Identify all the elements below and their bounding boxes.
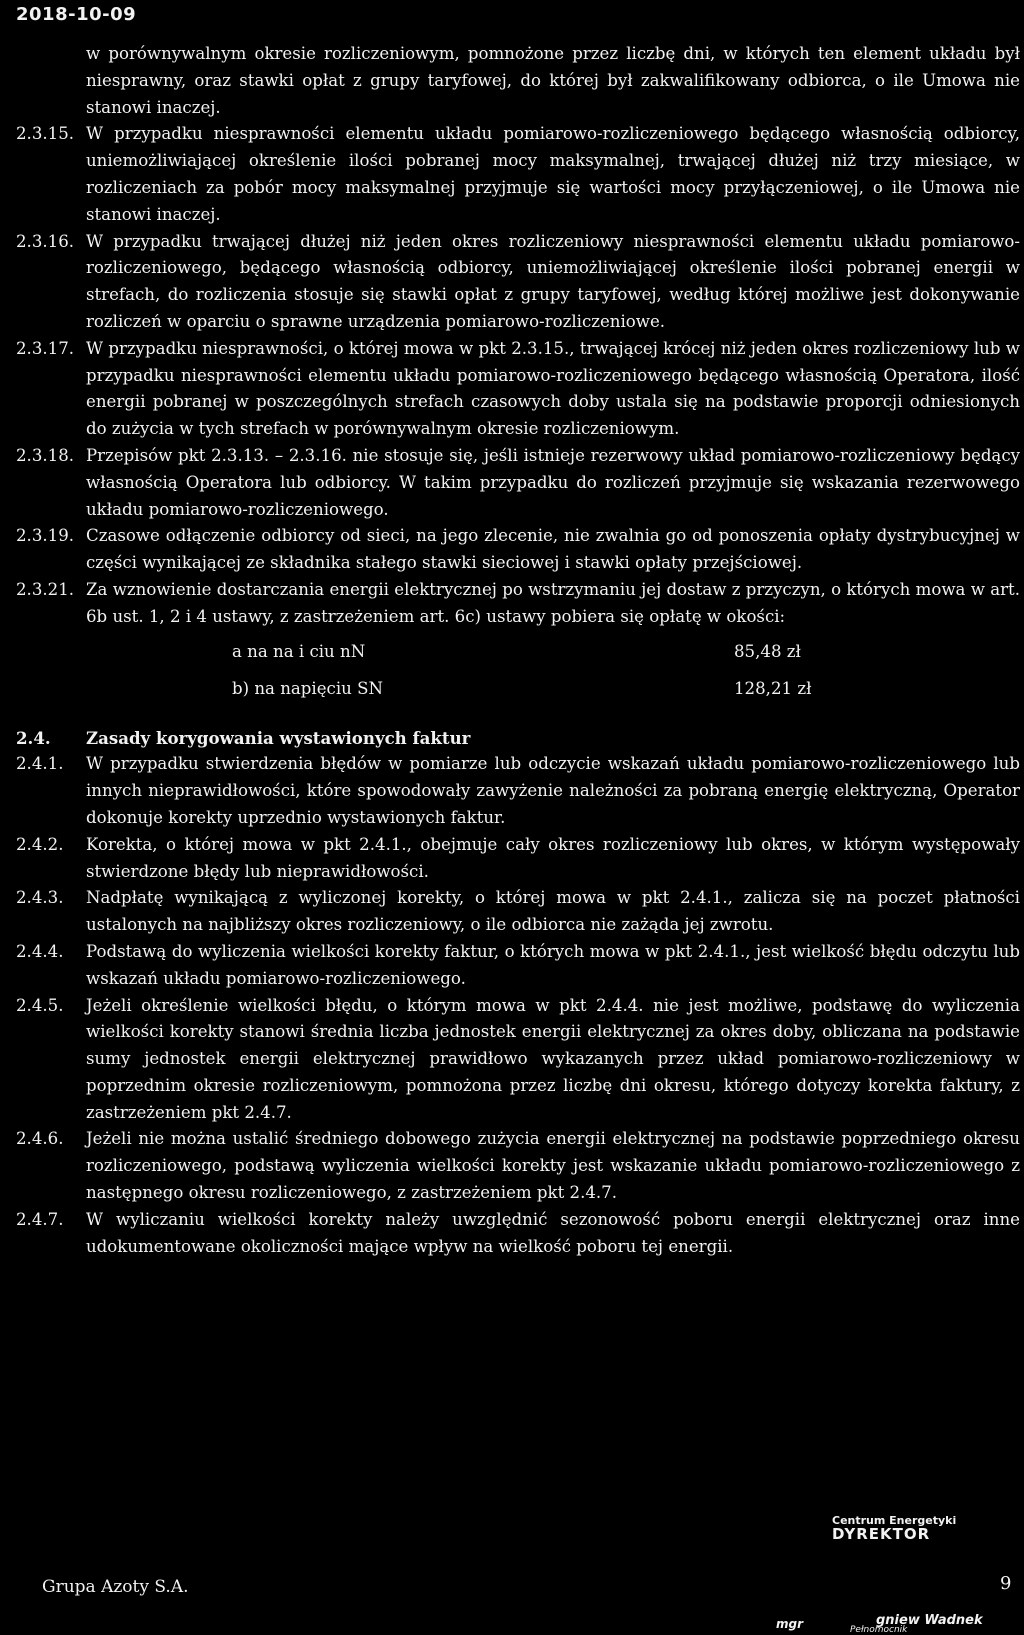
signature-prefix: mgr	[776, 1617, 804, 1631]
section-2-3-items	[0, 121, 1024, 630]
footer-company: Grupa Azoty S.A.	[42, 1577, 189, 1597]
section-2-4-items	[0, 751, 1024, 1260]
item-text: W wyliczaniu wielkości korekty należy uwzględnić sezonowość poboru energii elektrycznej oraz inne udokumentowane okoliczności mające wpływ na wielkość poboru tej energii.	[86, 1209, 1020, 1256]
item-text: W przypadku stwierdzenia błędów w pomiarze lub odczycie wskazań układu pomiarowo-rozliczeniowego lub innych nieprawidłowości, które spowodowały zawyżenie należności za pobraną energię elektryczną, Operator dokonuje korekty uprzednio wystawionych faktur.	[86, 754, 1020, 827]
item-text: W przypadku trwającej dłużej niż jeden okres rozliczeniowy niesprawności elementu układu pomiarowo-rozliczeniowego, będącego własnością odbiorcy, uniemożliwiającej określenie ilości pobranej energii w strefach, do rozliczenia stosuje się stawki opłat z grupy taryfowej, według której możliwe jest dokonywanie rozliczeń w oparciu o sprawne urządzenia pomiarowo-rozliczeniowe.	[86, 231, 1020, 331]
item-number: 2.3.18.	[16, 445, 75, 465]
list-item	[0, 1126, 1024, 1206]
item-number: 2.4.5.	[16, 995, 64, 1015]
item-text: Za wznowienie dostarczania energii elektrycznej po wstrzymaniu jej dostaw z przyczyn, o których mowa w art. 6b ust. 1, 2 i 4 ustawy, z zastrzeżeniem art. 6c) ustawy pobiera się opłatę w okości:	[86, 579, 1020, 626]
list-item	[0, 121, 1024, 228]
item-text: Korekta, o której mowa w pkt 2.4.1., obejmuje cały okres rozliczeniowy lub okres, w którym występowały stwierdzone błędy lub nieprawidłowości.	[86, 834, 1020, 881]
intro-paragraph: w porównywalnym okresie rozliczeniowym, pomnożone przez liczbę dni, w których ten element układu był niesprawny, oraz stawki opłat z grupy taryfowej, do której był zakwalifikowany odbiorca, o ile Umowa nie stanowi inaczej.	[86, 44, 1020, 117]
item-text: Podstawą do wyliczenia wielkości korekty faktur, o których mowa w pkt 2.4.1., jest wielkość błędu odczytu lub wskazań układu pomiarowo-rozliczeniowego.	[86, 941, 1020, 988]
list-item	[0, 885, 1024, 939]
item-number: 2.4.3.	[16, 888, 64, 908]
section-number: 2.4.	[16, 727, 51, 748]
page-number: 9	[1000, 1573, 1012, 1594]
signature-name: gniew Wadnek	[876, 1613, 983, 1628]
item-number: 2.4.4.	[16, 941, 64, 961]
stamp-organization: Centrum Energetyki	[832, 1514, 957, 1527]
item-text: Jeżeli określenie wielkości błędu, o którym mowa w pkt 2.4.4. nie jest możliwe, podstawę do wyliczenia wielkości korekty stanowi średnia liczba jednostek energii elektrycznej za okres doby, obliczana na podstawie sumy jednostek energii elektrycznej prawidłowo wykazanych przez układ pomiarowo-rozliczeniowy w poprzednim okresie rozliczeniowym, pomnożona przez liczbę dni okresu, którego dotyczy korekta faktury, z zastrzeżeniem pkt 2.4.7.	[86, 995, 1020, 1122]
item-number: 2.4.7.	[16, 1209, 64, 1229]
item-text: Jeżeli nie można ustalić średniego dobowego zużycia energii elektrycznej na podstawie poprzedniego okresu rozliczeniowego, podstawą wyliczenia wielkości korekty jest wskazanie układu pomiarowo-rozliczeniowego z następnego okresu rozliczeniowego, z zastrzeżeniem pkt 2.4.7.	[86, 1129, 1020, 1203]
fee-row	[0, 631, 1024, 668]
list-item	[0, 993, 1024, 1127]
list-item	[0, 523, 1024, 577]
item-text: Czasowe odłączenie odbiorcy od sieci, na jego zlecenie, nie zwalnia go od ponoszenia opłaty dystrybucyjnej w części wynikającej ze składnika stałego stawki sieciowej i stawki opłaty przejściowej.	[86, 526, 1020, 573]
list-item	[0, 832, 1024, 886]
item-number: 2.3.19.	[16, 526, 75, 546]
item-number: 2.4.1.	[16, 754, 64, 774]
section-title: Zasady korygowania wystawionych faktur	[86, 727, 471, 748]
signature-role: Pełnomocnik	[850, 1625, 908, 1635]
document-date: 2018-10-09	[16, 4, 137, 25]
item-number: 2.3.16.	[16, 231, 75, 251]
list-item	[0, 443, 1024, 523]
fee-label: a na na i ciu nN	[232, 641, 366, 661]
item-number: 2.4.6.	[16, 1129, 64, 1149]
fee-row	[0, 668, 1024, 705]
fee-value: 128,21 zł	[734, 678, 812, 698]
fee-value: 85,48 zł	[734, 641, 801, 661]
list-item	[0, 229, 1024, 336]
item-number: 2.3.17.	[16, 338, 75, 358]
item-number: 2.4.2.	[16, 834, 64, 854]
item-text: W przypadku niesprawności, o której mowa w pkt 2.3.15., trwającej krócej niż jeden okres rozliczeniowy lub w przypadku niesprawności elementu układu pomiarowo-rozliczeniowego będącego własnością Operatora, ilość energii pobranej w poszczególnych strefach czasowych doby ustala się na podstawie proporcji odniesionych do zużycia w tych strefach w porównywalnym okresie rozliczeniowym.	[86, 338, 1020, 439]
document-body	[0, 41, 1024, 1260]
item-text: Przepisów pkt 2.3.13. – 2.3.16. nie stosuje się, jeśli istnieje rezerwowy układ pomiarowo-rozliczeniowy będący własnością Operatora lub odbiorcy. W takim przypadku do rozliczeń przyjmuje się wskazania rezerwowego układu pomiarowo-rozliczeniowego.	[86, 445, 1020, 519]
section-heading	[0, 725, 1024, 752]
item-text: Nadpłatę wynikającą z wyliczonej korekty, o której mowa w pkt 2.4.1., zalicza się na poczet płatności ustalonych na najbliższy okres rozliczeniowy, o ile odbiorca nie zażąda jej zwrotu.	[86, 888, 1020, 935]
list-item	[0, 939, 1024, 993]
fee-table	[0, 631, 1024, 705]
list-item	[0, 1207, 1024, 1261]
item-text: W przypadku niesprawności elementu układu pomiarowo-rozliczeniowego będącego własnością odbiorcy, uniemożliwiającej określenie ilości pobranej mocy maksymalnej, trwającej dłużej niż trzy miesiące, w rozliczeniach za pobór mocy maksymalnej przyjmuje się wartości mocy przyłączeniowej, o ile Umowa nie stanowi inaczej.	[86, 124, 1020, 224]
item-number: 2.3.15.	[16, 124, 75, 144]
list-item	[0, 577, 1024, 631]
list-item	[0, 336, 1024, 443]
item-number: 2.3.21.	[16, 579, 75, 599]
list-item	[0, 751, 1024, 831]
official-stamp	[830, 1515, 1000, 1542]
stamp-title: DYREKTOR	[832, 1524, 931, 1543]
fee-label: b) na napięciu SN	[232, 678, 384, 698]
